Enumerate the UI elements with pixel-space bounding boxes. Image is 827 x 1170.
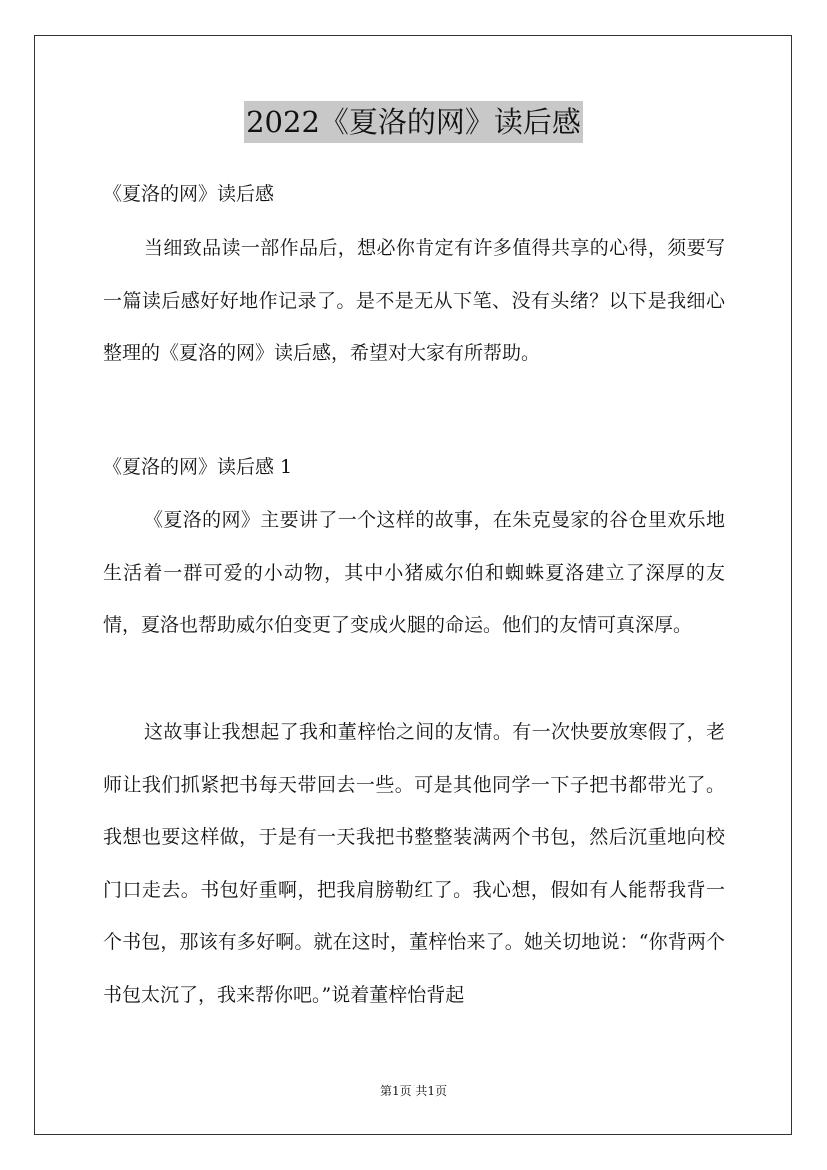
body-paragraph-2: 这故事让我想起了我和董梓怡之间的友情。有一次快要放寒假了，老师让我们抓紧把书每天带回去一些。可是其他同学一下子把书都带光了。我想也要这样做，于是有一天我把书整整装满两个书包，然后沉重地向校门口走去。书包好重啊，把我肩膀勒红了。我心想，假如有人能帮我背一个书包，那该有多好啊。就在这时，董梓怡来了。她关切地说：“你背两个书包太沉了，我来帮你吧。”说着董梓怡背起 — [103, 721, 725, 1006]
section-heading: 《夏洛的网》读后感 1 — [103, 456, 293, 478]
intro-heading: 《夏洛的网》读后感 — [103, 183, 275, 205]
title-container — [0, 101, 827, 143]
body-paragraph-1: 《夏洛的网》主要讲了一个这样的故事，在朱克曼家的谷仓里欢乐地生活着一群可爱的小动物，其中小猪威尔伯和蜘蛛夏洛建立了深厚的友情，夏洛也帮助威尔伯变更了变成火腿的命运。他们的友情可真深厚。 — [103, 509, 725, 636]
intro-paragraph: 当细致品读一部作品后，想必你肯定有许多值得共享的心得，须要写一篇读后感好好地作记录了。是不是无从下笔、没有头绪？以下是我细心整理的《夏洛的网》读后感，希望对大家有所帮助。 — [103, 237, 725, 364]
page-footer: 第1页 共1页 — [379, 1084, 448, 1098]
document-title: 2022《夏洛的网》读后感 — [244, 101, 583, 143]
